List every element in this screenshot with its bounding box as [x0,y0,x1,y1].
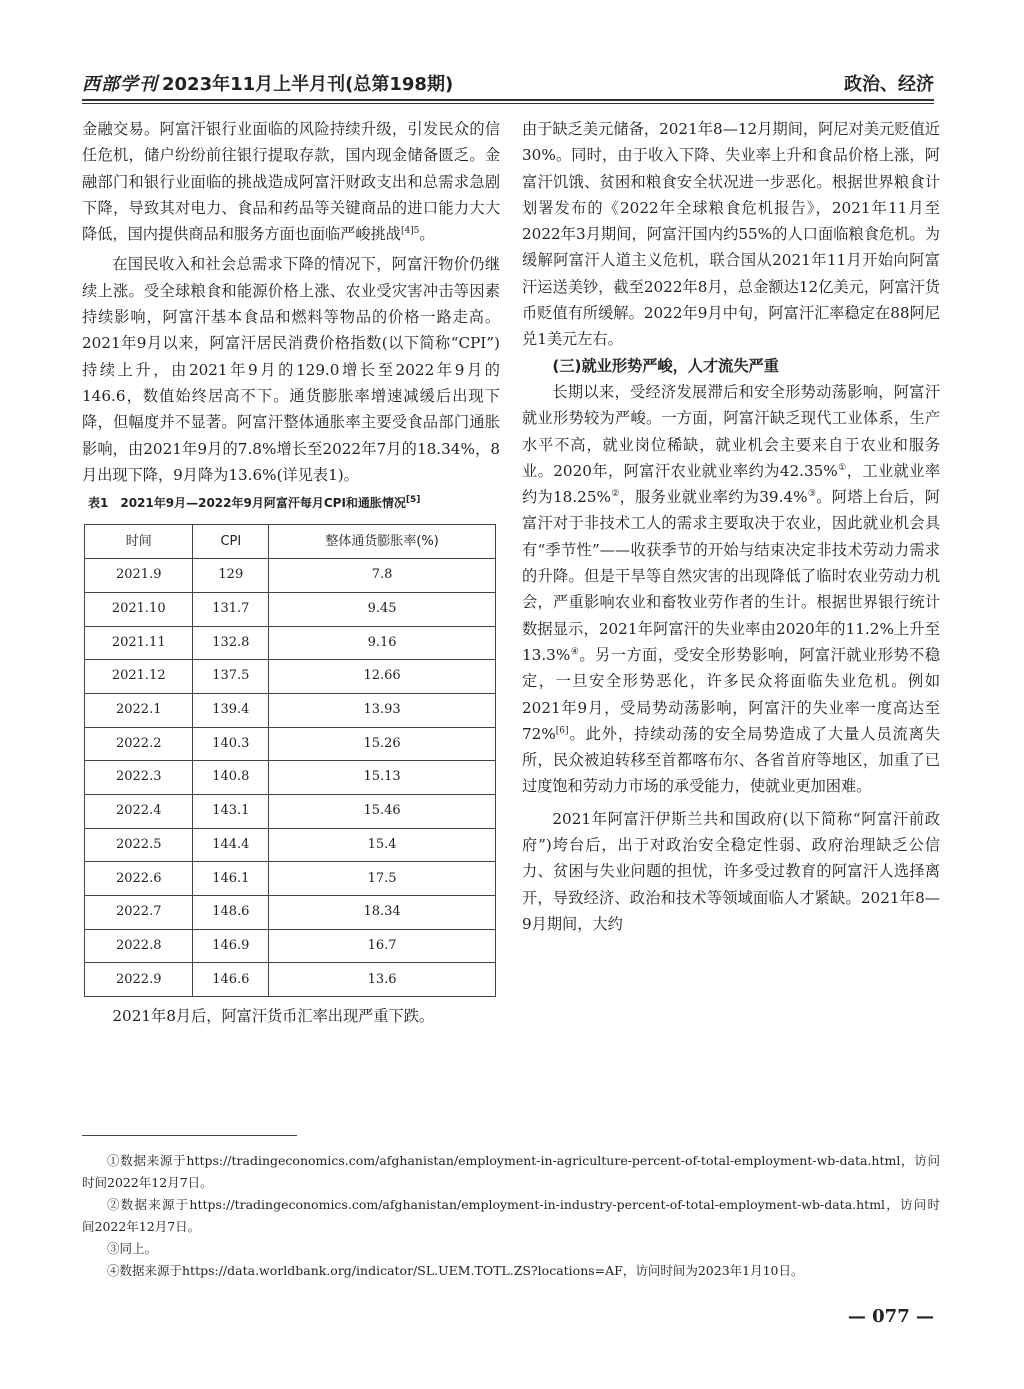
paragraph: 长期以来，受经济发展滞后和安全形势动荡影响，阿富汗就业形势较为严峻。一方面，阿富汗缺乏现代工业体系，生产水平不高，就业岗位稀缺，就业机会主要来自于农业和服务业。2020年，阿富汗农业就业率约为42.35%①，工业就业率约为18.25%②，服务业就业率约为39.4%③。阿塔上台后，阿富汗对于非技术工人的需求主要取决于农业，因此就业机会具有“季节性”——收获季节的开始与结束决定非技术劳动力需求的升降。但是干旱等自然灾害的出现降低了临时农业劳动力机会，严重影响农业和畜牧业劳作者的生计。根据世界银行统计数据显示，2021年阿富汗的失业率由2020年的11.2%上升至13.3%④。另一方面，受安全形势影响，阿富汗就业形势不稳定，一旦安全形势恶化，许多民众将面临失业危机。例如2021年9月，受局势动荡影响，阿富汗的失业率一度高达至72%[6]。此外，持续动荡的安全局势造成了大量人员流离失所，民众被迫转移至首都喀布尔、各省首府等地区，加重了已过度饱和劳动力市场的承受能力，使就业更加困难。 [522,382,941,796]
table-row [85,626,496,660]
table-cell: 132.8 [193,626,269,660]
header-cell: 整体通货膨胀率(%) [269,525,496,559]
table-cell: 2022.1 [85,693,193,727]
table-cell: 9.16 [269,626,496,660]
table-cell: 15.13 [269,761,496,795]
table-cell: 144.4 [193,828,269,862]
table-cell: 143.1 [193,794,269,828]
table-row [85,929,496,963]
paragraph: 在国民收入和社会总需求下降的情况下，阿富汗物价仍继续上涨。受全球粮食和能源价格上涨、农业受灾害冲击等因素持续影响，阿富汗基本食品和燃料等物品的价格一路走高。2021年9月以来，阿富汗居民消费价格指数(以下简称“CPI”)持续上升，由2021年9月的129.0增长至2022年9月的146.6，数值始终居高不下。通货膨胀率增速减缓后出现下降，但幅度并不显著。阿富汗整体通胀率主要受食品部门通胀影响，由2021年9月的7.8%增长至2022年7月的18.34%，8月出现下降，9月降为13.6%(详见表1)。 [82,255,500,484]
table-cell: 2021.11 [85,626,193,660]
table-row [85,896,496,930]
footnotes [82,1150,940,1282]
table-row [85,727,496,761]
footnote-marker: ③ [807,489,817,500]
page-number: — 077 — [847,1306,934,1327]
paragraph: 由于缺乏美元储备，2021年8—12月期间，阿尼对美元贬值近30%。同时，由于收入下降、失业率上升和食品价格上涨，阿富汗饥饿、贫困和粮食安全状况进一步恶化。根据世界粮食计划署发布的《2022年全球粮食危机报告》，2021年11月至2022年3月期间，阿富汗国内约55%的人口面临粮食危机。为缓解阿富汗人道主义危机，联合国从2021年11月开始向阿富汗运送美钞，截至2022年8月，总金额达12亿美元，阿富汗货币贬值有所缓解。2022年9月中旬，阿富汗汇率稳定在88阿尼兑1美元左右。 [522,120,940,349]
footnote-rule [82,1135,297,1136]
table-cell: 2022.6 [85,862,193,896]
table-cell: 17.5 [269,862,496,896]
table-cell: 146.9 [193,929,269,963]
section-heading: (三)就业形势严峻，人才流失严重 [552,356,779,375]
table-cell: 12.66 [269,660,496,694]
table-cell: 2022.9 [85,963,193,997]
table-cell: 2021.9 [85,559,193,593]
table-row [85,693,496,727]
table-cell: 2022.4 [85,794,193,828]
footnote: ①数据来源于https://tradingeconomics.com/afghanistan/employment-in-agriculture-percent-of-total-employment-wb-data.html，访问时间2022年12月7日。 [82,1153,940,1190]
table-cell: 15.46 [269,794,496,828]
paragraph: 2021年8月后，阿富汗货币汇率出现严重下跌。 [112,1007,435,1026]
header-cell: CPI [193,525,269,559]
paragraph: 2021年阿富汗伊斯兰共和国政府(以下简称“阿富汗前政府”)垮台后，出于对政治安全稳定性弱、政府治理缺乏公信力、贫困与失业问题的担忧，许多受过教育的阿富汗人选择离开，导致经济、政治和技术等领域面临人才紧缺。2021年8—9月期间，大约 [522,809,940,933]
footnote: ③同上。 [107,1241,158,1256]
table-cell: 2022.3 [85,761,193,795]
table-row [85,963,496,997]
table-cell: 137.5 [193,660,269,694]
footnote-marker: ② [610,489,620,500]
table-row [85,761,496,795]
right-column [522,116,940,937]
table-cell: 7.8 [269,559,496,593]
table-row [85,592,496,626]
table-cell: 15.4 [269,828,496,862]
citation: [4]5 [400,226,420,237]
table-cell: 2022.8 [85,929,193,963]
footnote: ②数据来源于https://tradingeconomics.com/afghanistan/employment-in-industry-percent-of-total-employment-wb-data.html，访问时间2022年12月7日。 [82,1197,940,1234]
table-cell: 9.45 [269,592,496,626]
header-rule-thin [82,103,934,104]
table-cell: 140.8 [193,761,269,795]
table-cell: 139.4 [193,693,269,727]
table-cell: 2021.12 [85,660,193,694]
table-cell: 129 [193,559,269,593]
table-row [85,828,496,862]
table-cell: 131.7 [193,592,269,626]
paragraph: 金融交易。阿富汗银行业面临的风险持续升级，引发民众的信任危机，储户纷纷前往银行提取存款，国内现金储备匮乏。金融部门和银行业面临的挑战造成阿富汗财政支出和总需求急剧下降，导致其对电力、食品和药品等关键商品的进口能力大大降低，国内提供商品和服务方面也面临严峻挑战$^{[4]5}$。 [82,120,500,244]
table-header-row [85,525,496,559]
table-cell: 2021.10 [85,592,193,626]
table-cell: 2022.5 [85,828,193,862]
table-cell: 2022.2 [85,727,193,761]
cpi-table [84,524,496,997]
page-header [82,68,934,98]
footnote: ④数据来源于https://data.worldbank.org/indicator/SL.UEM.TOTL.ZS?locations=AF，访问时间为2023年1月10日。 [107,1263,804,1278]
table-cell: 16.7 [269,929,496,963]
table-cell: 15.26 [269,727,496,761]
citation: [6] [555,725,569,736]
table-cell: 2022.7 [85,896,193,930]
left-column [82,116,500,1029]
table-cell: 146.1 [193,862,269,896]
table-cell: 13.6 [269,963,496,997]
journal-logo: 西部学刊 [82,74,158,95]
table-cell: 148.6 [193,896,269,930]
footnote-marker: ④ [570,646,580,657]
table-cell: 18.34 [269,896,496,930]
table-row [85,660,496,694]
table-cell: 146.6 [193,963,269,997]
table-row [85,559,496,593]
table-row [85,794,496,828]
table-cell: 140.3 [193,727,269,761]
header-cell: 时间 [85,525,193,559]
section-title: 政治、经济 [844,74,934,95]
header-rule [82,99,934,101]
footnote-marker: ① [837,462,847,473]
issue-info: 2023年11月上半月刊(总第198期) [162,74,454,95]
table-caption: 表1 2021年9月—2022年9月阿富汗每月CPI和通胀情况[5] [88,495,421,511]
table-row [85,862,496,896]
table-cell: 13.93 [269,693,496,727]
